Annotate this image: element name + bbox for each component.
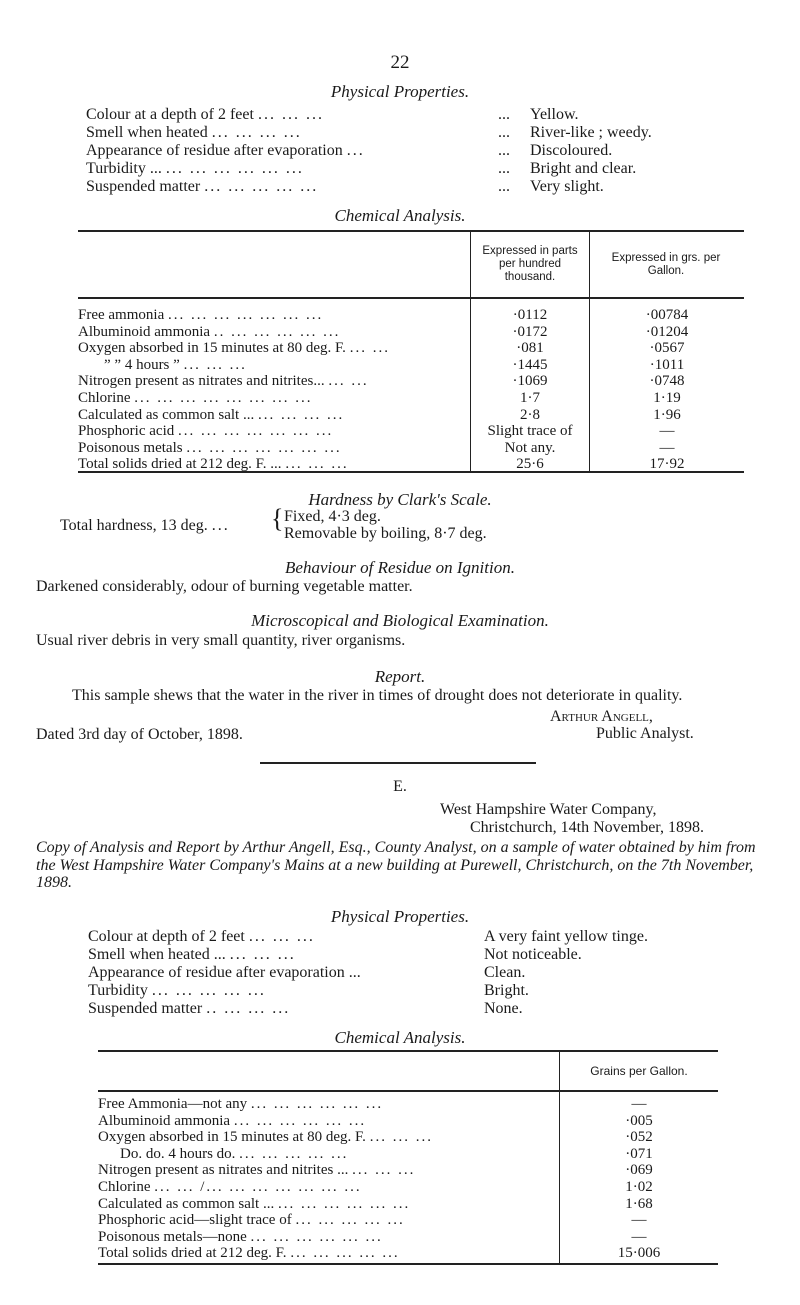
cell-grains: ·1011 — [649, 356, 685, 373]
cell-grains: ·00784 — [645, 307, 689, 323]
cell-parts: ·0172 — [512, 323, 548, 340]
residue-text: Darkened considerably, odour of burning vegetable matter. — [36, 578, 413, 595]
table-row: Calculated as common salt ... ... ... ... ... ... ... — [98, 1195, 411, 1212]
col-header-grains: Expressed in grs. per Gallon. — [611, 252, 721, 277]
address-date: Christchurch, 14th November, 1898. — [470, 819, 704, 836]
table-row: Phosphoric acid ... ... ... ... ... ... ... — [78, 423, 334, 440]
cell-grains: ·071 — [625, 1145, 653, 1162]
physical-value: Clean. — [484, 964, 526, 981]
physical-lead: ... — [498, 178, 510, 195]
physical-row: Suspended matter .. ... ... ... — [88, 1000, 291, 1017]
cell-parts: ·1069 — [512, 373, 548, 390]
table-row: Poisonous metals—none ... ... ... ... ... ... — [98, 1228, 383, 1245]
table-row: Total solids dried at 212 deg. F. ... ... ... ... — [78, 456, 349, 473]
cell-grains: 1·68 — [625, 1195, 653, 1212]
table-rule-header — [78, 297, 744, 299]
chemical-analysis-heading: Chemical Analysis. — [334, 206, 466, 225]
hardness-fixed: Fixed, 4·3 deg. — [284, 508, 381, 525]
physical-properties-heading-2: Physical Properties. — [330, 907, 470, 926]
physical-row: Suspended matter ... ... ... ... ... — [86, 178, 319, 195]
physical-value: None. — [484, 1000, 523, 1017]
micro-text: Usual river debris in very small quantity, river organisms. — [36, 632, 406, 649]
cell-parts: ·1445 — [512, 356, 548, 373]
cell-grains: — — [631, 1228, 647, 1245]
hardness-label: Total hardness, 13 deg. ... — [60, 517, 230, 534]
cell-parts: ·0112 — [512, 307, 548, 323]
table-row: Poisonous metals ... ... ... ... ... ... ... — [78, 439, 342, 456]
residue-heading: Behaviour of Residue on Ignition. — [285, 558, 515, 577]
physical-value: Yellow. — [530, 106, 579, 123]
physical-properties-heading: Physical Properties. — [330, 82, 470, 101]
cell-grains: ·01204 — [645, 323, 689, 340]
table-row: Oxygen absorbed in 15 minutes at 80 deg. F. ... ... — [78, 340, 390, 357]
col-header-parts: Expressed in parts per hundred thousand. — [482, 245, 578, 283]
table-row: Do. do. 4 hours do. ... ... ... ... ... — [120, 1145, 349, 1162]
cell-grains: 1·96 — [653, 406, 681, 423]
table-row: Phosphoric acid—slight trace of ... ... ... ... ... — [98, 1212, 405, 1229]
hardness-heading: Hardness by Clark's Scale. — [308, 490, 492, 509]
physical-value: River-like ; weedy. — [530, 124, 652, 141]
physical-value: Not noticeable. — [484, 946, 582, 963]
physical-lead: ... — [498, 160, 510, 177]
section-divider — [260, 762, 536, 764]
cell-parts: Slight trace of — [487, 423, 573, 440]
report-text: This sample shews that the water in the river in times of drought does not deteriorate in quality. — [72, 687, 683, 704]
cell-grains: 17·92 — [649, 456, 685, 473]
brace-icon: { — [271, 504, 284, 533]
signature-name: Arthur Angell, — [550, 708, 653, 725]
physical-value: Discoloured. — [530, 142, 613, 159]
table-row: Nitrogen present as nitrates and nitrites... ... ... — [78, 373, 369, 390]
physical-value: Bright and clear. — [530, 160, 637, 177]
physical-row: Smell when heated ... ... ... ... — [88, 946, 296, 963]
physical-lead: ... — [498, 142, 510, 159]
cell-grains: ·0567 — [649, 340, 685, 357]
table-row: Total solids dried at 212 deg. F. ... ... ... ... ... — [98, 1245, 400, 1262]
table-rule-bottom — [98, 1263, 718, 1265]
table-row: Free ammonia ... ... ... ... ... ... ... — [78, 307, 324, 323]
cell-grains: ·069 — [625, 1162, 653, 1179]
table-row: Free Ammonia—not any ... ... ... ... ... ... — [98, 1096, 384, 1112]
hardness-removable: Removable by boiling, 8·7 deg. — [284, 525, 487, 542]
cell-grains: — — [659, 423, 675, 440]
physical-row: Colour at depth of 2 feet ... ... ... — [88, 928, 315, 945]
cell-grains: 1·02 — [625, 1179, 653, 1195]
table-row: Chlorine ... ... ... ... ... ... ... ... — [78, 390, 313, 406]
table-rule-top — [78, 230, 744, 232]
physical-value: Very slight. — [530, 178, 604, 195]
physical-value: A very faint yellow tinge. — [484, 928, 648, 945]
micro-heading: Microscopical and Biological Examination. — [251, 611, 549, 630]
table-row: ” ” 4 hours ” ... ... ... — [104, 356, 247, 373]
dated-line: Dated 3rd day of October, 1898. — [36, 726, 243, 743]
physical-row: Appearance of residue after evaporation ... — [86, 142, 365, 159]
physical-row: Smell when heated ... ... ... ... — [86, 124, 302, 141]
physical-row: Appearance of residue after evaporation ... — [88, 964, 361, 981]
table-row: Calculated as common salt ... ... ... ... ... — [78, 406, 345, 423]
table-rule-top — [98, 1050, 718, 1052]
section-letter: E. — [393, 778, 407, 795]
cell-parts: 1·7 — [520, 390, 540, 406]
cell-parts: 2·8 — [520, 406, 540, 423]
table-row: Oxygen absorbed in 15 minutes at 80 deg. F. ... ... ... — [98, 1129, 433, 1146]
cell-grains: — — [659, 439, 675, 456]
intro-paragraph: Copy of Analysis and Report by Arthur Angell, Esq., County Analyst, on a sample of water obtained by him from the West Hampshire Water Company's Mains at a new building at Purewell, Christchurch, on the 7th November, 1898. — [36, 839, 756, 891]
physical-row: Turbidity ... ... ... ... ... — [88, 982, 266, 999]
chemical-analysis-heading-2: Chemical Analysis. — [334, 1028, 466, 1047]
physical-row: Turbidity ... ... ... ... ... ... ... — [86, 160, 304, 177]
physical-row: Colour at a depth of 2 feet ... ... ... — [86, 106, 324, 123]
cell-grains: ·0748 — [649, 373, 685, 390]
table-row: Nitrogen present as nitrates and nitrites ... ... ... ... — [98, 1162, 416, 1179]
table-row: Albuminoid ammonia ... ... ... ... ... ... — [98, 1112, 367, 1129]
report-heading: Report. — [374, 667, 426, 686]
cell-grains: 1·19 — [653, 390, 681, 406]
cell-grains: — — [631, 1212, 647, 1229]
cell-parts: ·081 — [516, 340, 544, 357]
cell-grains: ·052 — [625, 1129, 653, 1146]
address-line: West Hampshire Water Company, — [440, 801, 657, 818]
physical-value: Bright. — [484, 982, 529, 999]
physical-lead: ... — [498, 106, 510, 123]
table-row: Chlorine ... ... /... ... ... ... ... ... ... — [98, 1179, 362, 1195]
cell-grains: 15·006 — [617, 1245, 661, 1262]
signature-title: Public Analyst. — [596, 725, 694, 742]
cell-parts: 25·6 — [516, 456, 544, 473]
physical-lead: ... — [498, 124, 510, 141]
col-header-grains: Grains per Gallon. — [590, 1064, 688, 1078]
table-row: Albuminoid ammonia .. ... ... ... ... ... — [78, 323, 341, 340]
page-number: 22 — [390, 52, 410, 73]
cell-grains: ·005 — [625, 1112, 653, 1129]
table-rule-header — [98, 1090, 718, 1092]
cell-parts: Not any. — [504, 439, 556, 456]
table-col-divider — [470, 230, 471, 471]
cell-grains: — — [631, 1096, 647, 1112]
